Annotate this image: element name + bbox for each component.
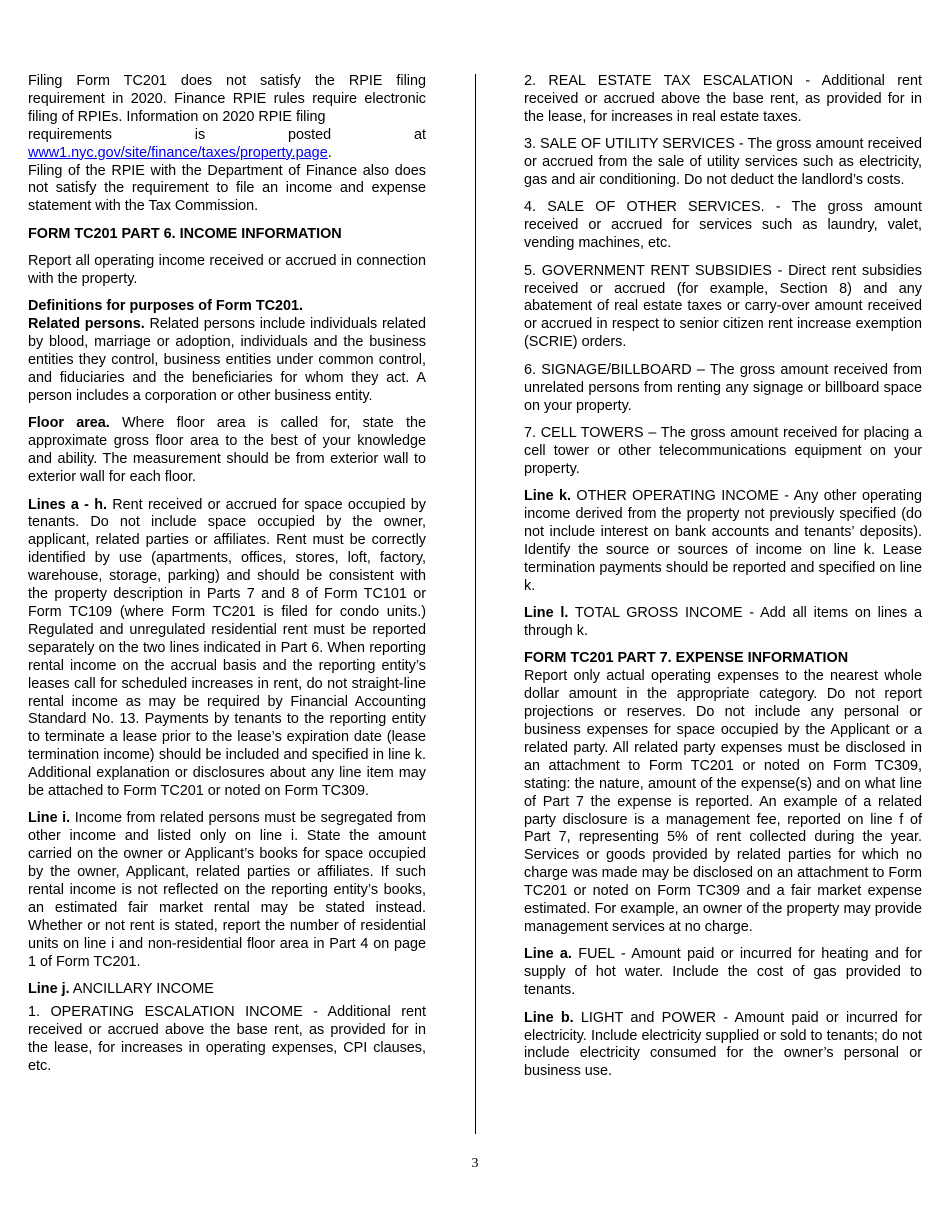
column-divider bbox=[475, 74, 476, 1134]
item-6-paragraph: 6. SIGNAGE/BILLBOARD – The gross amount received from unrelated persons from renting any signage or billboard space on your property. bbox=[524, 361, 922, 414]
line-b-label: Line b. bbox=[524, 1009, 574, 1026]
item-7-paragraph: 7. CELL TOWERS – The gross amount received for placing a cell tower or other telecommunications equipment on your property. bbox=[524, 424, 922, 477]
line-i-paragraph: Line i. Income from related persons must be segregated from other income and listed only on line i. State the amount carried on the owner or Applicant’s books for space occupied by the owner, Applicant, related parties or affiliates. If such rental income is not reflected on the reporting entity’s books, an estimated fair market rental may be stated instead. Whether or not rent is stated, report the number of residential units on line i and non-residential floor area in Part 4 on page 1 of Form TC201. bbox=[28, 810, 427, 970]
posted-word: requirements bbox=[28, 126, 112, 143]
right-column bbox=[524, 73, 922, 1091]
left-column bbox=[28, 73, 426, 1085]
rpie-link-line: www1.nyc.gov/site/finance/taxes/property.page. bbox=[28, 144, 332, 161]
line-l-paragraph: Line l. TOTAL GROSS INCOME - Add all items on lines a through k. bbox=[524, 605, 923, 639]
posted-word: at bbox=[413, 126, 426, 143]
item-4-paragraph: 4. SALE OF OTHER SERVICES. - The gross amount received or accrued for services such as laundry, valet, vending machines, etc. bbox=[524, 199, 922, 252]
part6-heading: FORM TC201 PART 6. INCOME INFORMATION bbox=[28, 225, 342, 242]
item-2-paragraph: 2. REAL ESTATE TAX ESCALATION - Additional rent received or accrued above the base rent, as provided for in the lease, for increases in real estate taxes. bbox=[524, 73, 922, 125]
item-5-paragraph: 5. GOVERNMENT RENT SUBSIDIES - Direct rent subsidies received or accrued (for example, Section 8) and any abatement of real estate taxes or carry-over amount received or accrued in respect to senior citizen rent increase exemption (SCRIE) orders. bbox=[524, 262, 922, 351]
floor-area-paragraph: Floor area. Where floor area is called for, state the approximate gross floor area to the best of your knowledge and ability. The measurement should be from exterior wall to exterior wall for each floor. bbox=[28, 415, 426, 486]
line-a-paragraph: Line a. FUEL - Amount paid or incurred for heating and for supply of hot water. Include the cost of gas provided to tenants. bbox=[524, 946, 922, 999]
line-k-label: Line k. bbox=[524, 488, 571, 505]
part7-heading: FORM TC201 PART 7. EXPENSE INFORMATION bbox=[524, 650, 849, 667]
report-all-paragraph: Report all operating income received or accrued in connection with the property. bbox=[28, 253, 426, 288]
related-persons-label: Related persons. bbox=[28, 316, 145, 333]
line-i-label: Line i. bbox=[28, 810, 71, 827]
rpie-paragraph: Filing Form TC201 does not satisfy the RPIE filing requirement in 2020. Finance RPIE rules require electronic filing of RPIEs. Information on 2020 RPIE filing bbox=[28, 73, 426, 125]
lines-a-h-label: Lines a - h. bbox=[28, 496, 107, 513]
lines-a-h-paragraph: Lines a - h. Rent received or accrued for space occupied by tenants. Do not include space occupied by the owner, applicant, related parties or affiliates. Rent must be correctly identified by use (apartments, offices, stores, loft, factory, warehouse, storage, parking) and should be consistent with the property description in Parts 7 and 8 of Form TC101 or Form TC109 (where Form TC201 is filed for condo units.) Regulated and unregulated residential rent must be reported separately on the two lines indicated in Part 6. When reporting rental income on the accrual basis and the reporting entity’s leases call for scheduled increases in rent, do not straight-line rental income as may be required by Financial Accounting Standard No. 13. Payments by tenants to the reporting entity to terminate a lease prior to the lease’s expiration date (lease termination income) should be included and specified in line k. Additional explanation or disclosures about any line item may be attached to Form TC201 or noted on Form TC309. bbox=[28, 496, 426, 800]
rpie-link[interactable]: www1.nyc.gov/site/finance/taxes/property.page bbox=[28, 144, 328, 161]
related-persons-paragraph: Related persons. Related persons include individuals related by blood, marriage or adoption, individuals and the business entities they control, business entities under common control, and fiduciaries and the beneficiaries for whom they act. A person includes a corporation or other business entity. bbox=[28, 316, 426, 404]
floor-area-label: Floor area. bbox=[28, 415, 110, 432]
posted-word: is bbox=[194, 126, 206, 143]
definitions-heading: Definitions for purposes of Form TC201. bbox=[28, 298, 304, 315]
page-number: 3 bbox=[471, 1156, 479, 1171]
line-b-paragraph: Line b. LIGHT and POWER - Amount paid or incurred for electricity. Include electricity supplied or sold to tenants; do not include electricity consumed for the owner’s personal or business use. bbox=[524, 1009, 923, 1080]
line-j-label: Line j. bbox=[28, 981, 70, 998]
line-j-paragraph: Line j. ANCILLARY INCOME bbox=[28, 981, 214, 998]
item-1-paragraph: 1. OPERATING ESCALATION INCOME - Additional rent received or accrued above the base rent, as provided for in the lease, for increases in operating expenses, CPI clauses, etc. bbox=[28, 1004, 426, 1074]
line-k-paragraph: Line k. OTHER OPERATING INCOME - Any other operating income derived from the property not previously specified (do not include interest on bank accounts and tenants’ deposits). Identify the source or sources of income on line k. Lease termination payments should be reported and specified on line k. bbox=[524, 488, 922, 594]
posted-word: posted bbox=[287, 126, 332, 143]
part7-paragraph: Report only actual operating expenses to the nearest whole dollar amount in the appropriate category. Do not report projections or reserves. Do not include any personal or business expenses for space occupied by the Applicant or a related party. All related party expenses must be disclosed in an attachment to Form TC201 or noted on Form TC309, stating: the nature, amount of the expense(s) and on what line of Part 7 the expense is reported. An example of a related party disclosure is a management fee, reported on line f of Part 7, representing 5% of rent collected during the year. Services or goods provided by related parties for which no charge was made may be disclosed on an attachment to Form TC201 or noted on Form TC309 and a fair market expense estimated. For example, an owner of the property may provide management services at no charge. bbox=[524, 668, 922, 935]
line-l-label: Line l. bbox=[524, 605, 569, 622]
rpie-paragraph-2: Filing of the RPIE with the Department of Finance also does not satisfy the requirement to file an income and expense statement with the Tax Commission. bbox=[28, 162, 426, 215]
line-a-label: Line a. bbox=[524, 946, 572, 963]
item-3-paragraph: 3. SALE OF UTILITY SERVICES - The gross amount received or accrued from the sale of utility services such as electricity, gas and air conditioning. Do not deduct the landlord’s costs. bbox=[524, 136, 922, 189]
rpie-posted-line bbox=[28, 127, 426, 145]
